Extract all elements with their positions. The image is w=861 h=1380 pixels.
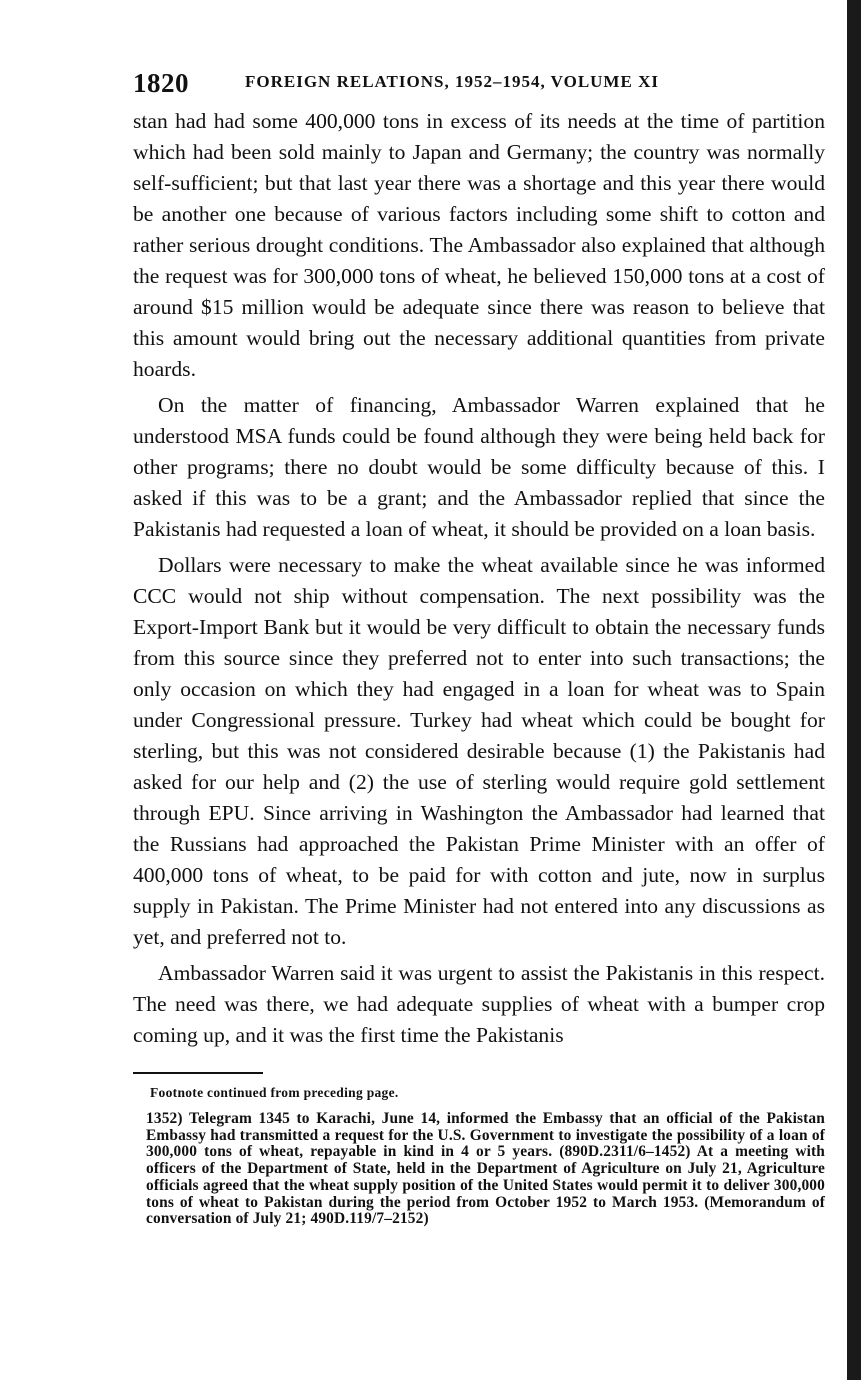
scan-edge (847, 0, 861, 1380)
footnote-text: 1352) Telegram 1345 to Karachi, June 14, informed the Embassy that an official of the Pakistan Embassy had transmitted a request for the U.S. Government to investigate the possibility of a loan of 300,000 tons of wheat, repayable in kind in 4 or 5 years. (890D.2311/6–1452) At a meeting with officers of the Department of State, held in the Department of Agriculture on July 21, Agriculture officials agreed that the wheat supply position of the United States would permit it to deliver 300,000 tons of wheat to Pakistan during the period from October 1952 to March 1953. (Memorandum of conversation of July 21; 490D.119/7–2152) (146, 1110, 825, 1228)
paragraph-dollars: Dollars were necessary to make the wheat available since he was informed CCC would not ship without compensation. The next possibility was the Export-Import Bank but it would be very difficult to obtain the necessary funds from this source since they preferred not to enter into such transactions; the only occasion on which they had engaged in a loan for wheat was to Spain under Congressional pressure. Turkey had wheat which could be bought for sterling, but this was not considered desirable because (1) the Pakistanis had asked for our help and (2) the use of sterling would require gold settlement through EPU. Since arriving in Washington the Ambassador had learned that the Russians had approached the Pakistan Prime Minister with an offer of 400,000 tons of wheat, to be paid for with cotton and jute, now in surplus supply in Pakistan. The Prime Minister had not entered into any discussions as yet, and preferred not to. (133, 553, 825, 949)
body-text (133, 106, 825, 1051)
running-title: FOREIGN RELATIONS, 1952–1954, VOLUME XI (245, 72, 659, 91)
running-head (133, 62, 825, 106)
footnote-heading: Footnote continued from preceding page. (150, 1085, 399, 1100)
page-number: 1820 (133, 68, 189, 98)
footnote-divider (133, 1072, 263, 1074)
paragraph-continued: stan had had some 400,000 tons in excess of its needs at the time of partition which had been sold mainly to Japan and Germany; the country was normally self-sufficient; but that last year there was a shortage and this year there would be another one because of various factors including some shift to cotton and rather serious drought conditions. The Ambassador also explained that although the request was for 300,000 tons of wheat, he believed 150,000 tons at a cost of around $15 million would be adequate since there was reason to believe that this amount would bring out the necessary additional quantities from private hoards. (133, 109, 825, 381)
paragraph-financing: On the matter of financing, Ambassador Warren explained that he understood MSA funds could be found although they were being held back for other programs; there no doubt would be some difficulty because of this. I asked if this was to be a grant; and the Ambassador replied that since the Pakistanis had requested a loan of wheat, it should be provided on a loan basis. (133, 393, 825, 541)
document-page (133, 62, 825, 1228)
paragraph-urgency: Ambassador Warren said it was urgent to assist the Pakistanis in this respect. The need was there, we had adequate supplies of wheat with a bumper crop coming up, and it was the first time the Pakistanis (133, 961, 825, 1047)
